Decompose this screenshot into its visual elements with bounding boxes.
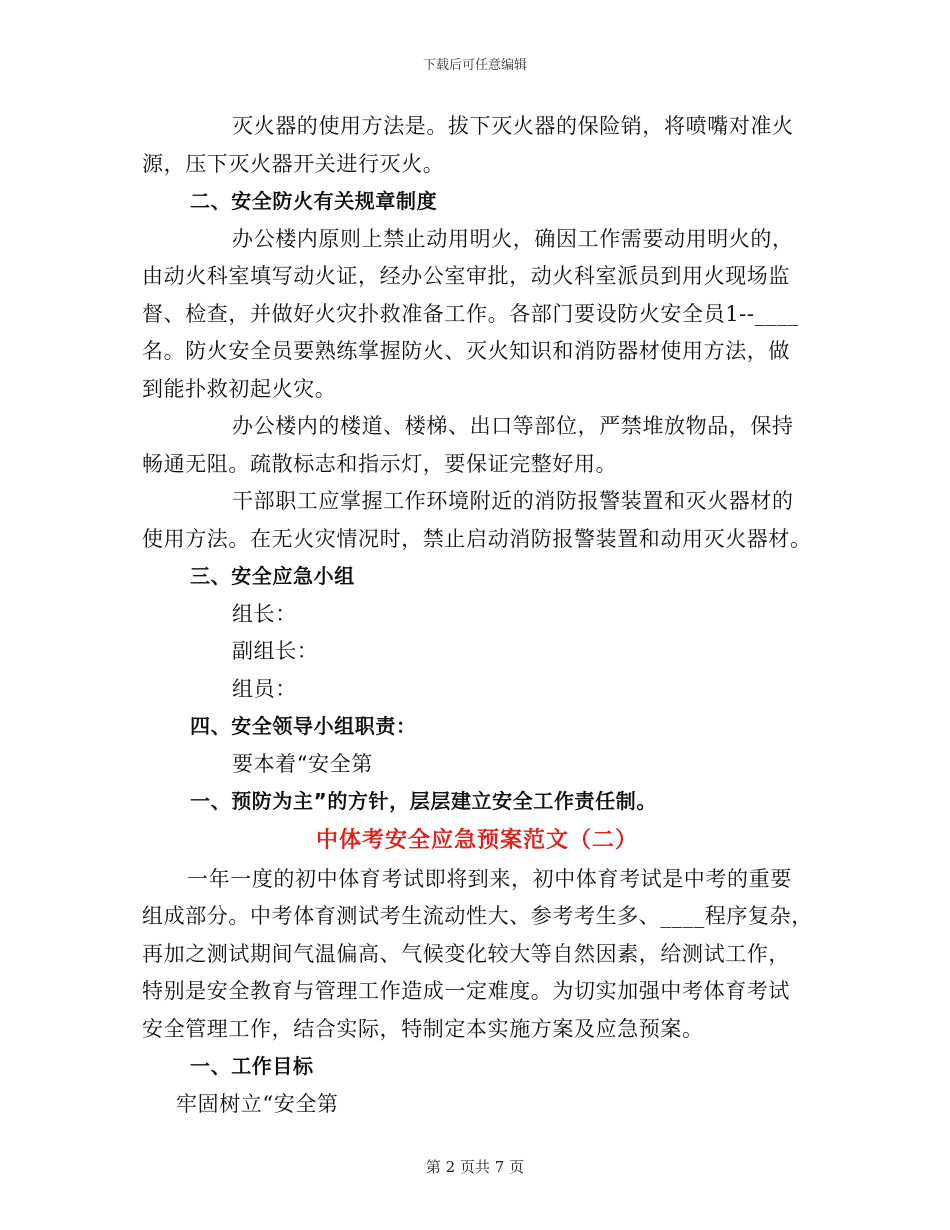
paragraph-line: 组长： (232, 601, 297, 626)
section-heading: 三、安全应急小组 (190, 564, 355, 588)
paragraph-line: 要本着“安全第 (232, 751, 373, 776)
paragraph-line: 组员： (232, 676, 297, 701)
paragraph-line: 名。防火安全员要熟练掌握防火、灭火知识和消防器材使用方法，做 (142, 339, 790, 363)
paragraph-line: 牢固树立“安全第 (176, 1091, 339, 1116)
paragraph-line: 组成部分。中考体育测试考生流动性大、参考考生多、____程序复杂， (142, 904, 813, 928)
document-body (142, 108, 812, 1123)
paragraph-line: 副组长： (232, 639, 319, 663)
page-footer: 第 2 页共 7 页 (425, 1158, 525, 1176)
paragraph-line: 畅通无阻。疏散标志和指示灯，要保证完整好用。 (142, 451, 618, 476)
paragraph-line: 源，压下灭火器开关进行灭火。 (142, 151, 445, 176)
paragraph-line: 使用方法。在无火灾情况时，禁止启动消防报警装置和动用灭火器材。 (142, 526, 812, 551)
page-header-note: 下载后可任意编辑 (422, 58, 527, 73)
section-heading: 二、安全防火有关规章制度 (190, 189, 438, 213)
paragraph-line: 办公楼内的楼道、楼梯、出口等部位，严禁堆放物品，保持 (232, 414, 794, 438)
paragraph-line: 特别是安全教育与管理工作造成一定难度。为切实加强中考体育考试 (142, 979, 790, 1003)
paragraph-line: 再加之测试期间气温偏高、气候变化较大等自然因素，给测试工作， (142, 941, 790, 966)
document-title: 中体考安全应急预案范文（二） (315, 827, 638, 853)
paragraph-line: 一年一度的初中体育考试即将到来，初中体育考试是中考的重要 (187, 866, 792, 891)
paragraph-line: 干部职工应掌握工作环境附近的消防报警装置和灭火器材的 (232, 489, 794, 513)
section-heading: 一、预防为主”的方针，层层建立安全工作责任制。 (190, 789, 657, 813)
section-heading: 四、安全领导小组职责： (190, 714, 417, 738)
paragraph-line: 办公楼内原则上禁止动用明火，确因工作需要动用明火的， (232, 226, 794, 251)
paragraph-line: 安全管理工作，结合实际，特制定本实施方案及应急预案。 (142, 1016, 704, 1041)
paragraph-line: 灭火器的使用方法是。拔下灭火器的保险销，将喷嘴对准火 (232, 114, 794, 138)
paragraph-line: 督、检查，并做好火灾扑救准备工作。各部门要设防火安全员1--____ (142, 301, 799, 326)
paragraph-line: 到能扑救初起火灾。 (142, 376, 337, 401)
section-heading: 一、工作目标 (190, 1054, 314, 1078)
paragraph-line: 由动火科室填写动火证，经办公室审批，动火科室派员到用火现场监 (142, 264, 790, 288)
